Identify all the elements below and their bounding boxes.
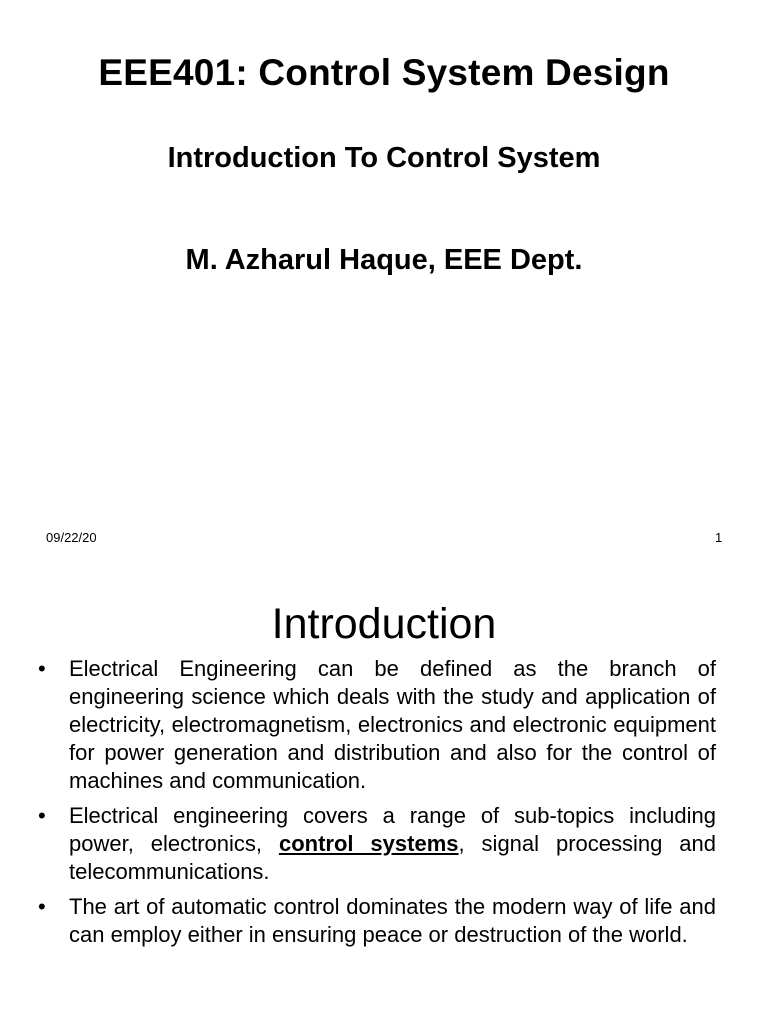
slide-page-number: 1 <box>715 530 723 545</box>
bullet-icon: • <box>38 803 46 828</box>
bullet-item-definition <box>34 655 716 795</box>
control-systems-emphasis: control systems <box>278 831 459 856</box>
course-title: EEE401: Control System Design <box>98 52 670 93</box>
bullet-item-subtopics <box>34 802 716 886</box>
bullet-icon: • <box>38 894 46 919</box>
bullet-item-automatic-control <box>34 893 716 949</box>
bullet-text: The art of automatic control dominates the modern way of life and can employ either in ensuring peace or destruction of the world. <box>69 894 716 947</box>
bullet-icon: • <box>38 656 46 681</box>
bullet-text: Electrical Engineering can be defined as the branch of engineering science which deals with the study and application of electricity, electromagnetism, electronics and electronic equipment for power generation and distribution and also for the control of machines and communication. <box>69 656 716 793</box>
bullet-list <box>34 655 716 956</box>
bullet-text-after: , signal processing and telecommunications. <box>69 831 717 884</box>
introduction-slide <box>0 560 768 1024</box>
slide-title: Introduction <box>271 600 497 648</box>
bullet-text-before: Electrical engineering covers a range of sub-topics including power, electronics, <box>69 803 716 856</box>
author-line: M. Azharul Haque, EEE Dept. <box>185 244 583 276</box>
slide-date: 09/22/20 <box>46 530 97 545</box>
lecture-subtitle: Introduction To Control System <box>167 142 601 174</box>
